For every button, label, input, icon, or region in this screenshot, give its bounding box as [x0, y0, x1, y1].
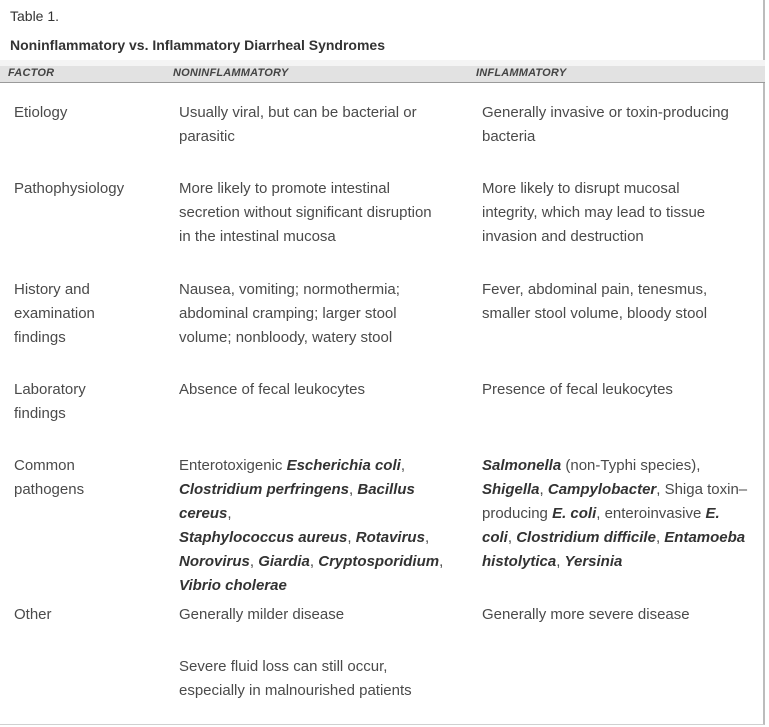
cell-line: More likely to promote intestinal: [179, 180, 390, 197]
text-segment: ,: [507, 529, 517, 546]
cell-line: Generally milder disease: [179, 606, 345, 623]
cell-line: Other: [14, 606, 52, 623]
text-segment: ,: [539, 481, 548, 498]
cell-line: [179, 550, 464, 574]
table-label: Table 1.: [10, 8, 60, 24]
cell-line: Presence of fecal leukocytes: [482, 381, 673, 398]
text-segment: producing: [482, 505, 553, 522]
cell-line: in the intestinal mucosa: [179, 228, 336, 245]
cell-line: smaller stool volume, bloody stool: [482, 305, 708, 322]
pathogen-name: Campylobacter: [547, 481, 657, 498]
cell-noninflammatory: [179, 454, 464, 598]
cell-line: invasion and destruction: [482, 228, 644, 245]
pathogen-name: E. coli: [552, 505, 597, 522]
cell-inflammatory: [482, 603, 752, 627]
header-factor: FACTOR: [8, 67, 55, 79]
text-segment: (non-Typhi species),: [561, 457, 701, 474]
table-title: Noninflammatory vs. Inflammatory Diarrheal Syndromes: [10, 37, 385, 53]
text-segment: ,: [439, 553, 444, 570]
cell-factor: [14, 454, 164, 502]
text-segment: ,: [227, 505, 232, 522]
cell-line: Nausea, vomiting; normothermia;: [179, 281, 400, 298]
cell-factor: [14, 603, 164, 627]
cell-line: volume; nonbloody, watery stool: [179, 329, 393, 346]
cell-line: bacteria: [482, 128, 536, 145]
cell-inflammatory: [482, 378, 752, 402]
cell-line: Common: [14, 457, 75, 474]
cell-line: abdominal cramping; larger stool: [179, 305, 397, 322]
cell-line: pathogens: [14, 481, 85, 498]
cell-noninflammatory: [179, 603, 464, 627]
pathogen-name: Bacillus cereus: [179, 481, 415, 522]
pathogen-name: Giardia: [258, 553, 310, 570]
text-segment: ,: [249, 553, 259, 570]
text-segment: , enteroinvasive: [596, 505, 706, 522]
cell-inflammatory: [482, 177, 752, 249]
cell-line: Generally invasive or toxin-producing: [482, 104, 729, 121]
cell-line: [179, 478, 464, 526]
cell-line: [179, 574, 464, 598]
pathogen-name: Cryptosporidium: [318, 553, 440, 570]
cell-factor: [14, 378, 164, 426]
text-segment: ,: [655, 529, 665, 546]
cell-factor: [14, 278, 164, 350]
cell-noninflammatory: [179, 177, 464, 249]
cell-line: findings: [14, 329, 66, 346]
pathogen-name: Clostridium perfringens: [179, 481, 350, 498]
cell-line: Generally more severe disease: [482, 606, 690, 623]
cell-noninflammatory: [179, 101, 464, 149]
cell-line: Absence of fecal leukocytes: [179, 381, 365, 398]
pathogen-name: histolytica: [482, 553, 557, 570]
cell-line: [482, 478, 752, 502]
cell-factor: [14, 177, 164, 201]
cell-line: [179, 526, 464, 550]
cell-line: findings: [14, 405, 66, 422]
header-inflammatory: INFLAMMATORY: [476, 67, 567, 79]
cell-factor: [14, 101, 164, 125]
pathogen-name: Yersinia: [564, 553, 623, 570]
cell-line: [482, 454, 752, 478]
cell-line: especially in malnourished patients: [179, 682, 412, 699]
text-segment: , Shiga toxin–: [656, 481, 748, 498]
cell-line: [482, 550, 752, 574]
text-segment: ,: [400, 457, 405, 474]
pathogen-name: Rotavirus: [355, 529, 425, 546]
text-segment: ,: [349, 481, 358, 498]
text-segment: ,: [309, 553, 319, 570]
cell-noninflammatory: [179, 378, 464, 402]
cell-noninflammatory: [179, 278, 464, 350]
pathogen-name: Escherichia coli: [286, 457, 401, 474]
pathogen-name: Entamoeba: [664, 529, 746, 546]
cell-line: Fever, abdominal pain, tenesmus,: [482, 281, 708, 298]
pathogen-name: E.: [705, 505, 720, 522]
cell-line: More likely to disrupt mucosal: [482, 180, 680, 197]
text-segment: ,: [347, 529, 356, 546]
cell-line: integrity, which may lead to tissue: [482, 204, 706, 221]
pathogen-name: Clostridium difficile: [516, 529, 656, 546]
cell-line: secretion without significant disruption: [179, 204, 432, 221]
cell-inflammatory: [482, 278, 752, 326]
cell-line: Usually viral, but can be bacterial or: [179, 104, 417, 121]
cell-inflammatory: [482, 101, 752, 149]
cell-line: examination: [14, 305, 95, 322]
pathogen-name: Shigella: [482, 481, 540, 498]
cell-line: Etiology: [14, 104, 68, 121]
pathogen-name: Staphylococcus aureus: [179, 529, 348, 546]
pathogen-name: Norovirus: [179, 553, 250, 570]
text-segment: ,: [556, 553, 565, 570]
pathogen-name: Salmonella: [482, 457, 562, 474]
cell-inflammatory: [482, 454, 752, 574]
text-segment: ,: [424, 529, 430, 546]
cell-line: [179, 454, 464, 478]
cell-line: parasitic: [179, 128, 235, 145]
pathogen-name: coli: [482, 529, 508, 546]
cell-line: [482, 526, 752, 550]
cell-line: History and: [14, 281, 90, 298]
cell-line: Severe fluid loss can still occur,: [179, 658, 388, 675]
cell-noninflammatory: [179, 655, 464, 703]
cell-line: Laboratory: [14, 381, 86, 398]
header-noninflammatory: NONINFLAMMATORY: [173, 67, 289, 79]
table-header-row: [0, 66, 765, 83]
pathogen-name: Vibrio cholerae: [179, 577, 287, 594]
cell-line: Pathophysiology: [14, 180, 125, 197]
text-segment: Enterotoxigenic: [179, 457, 287, 474]
cell-line: [482, 502, 752, 526]
